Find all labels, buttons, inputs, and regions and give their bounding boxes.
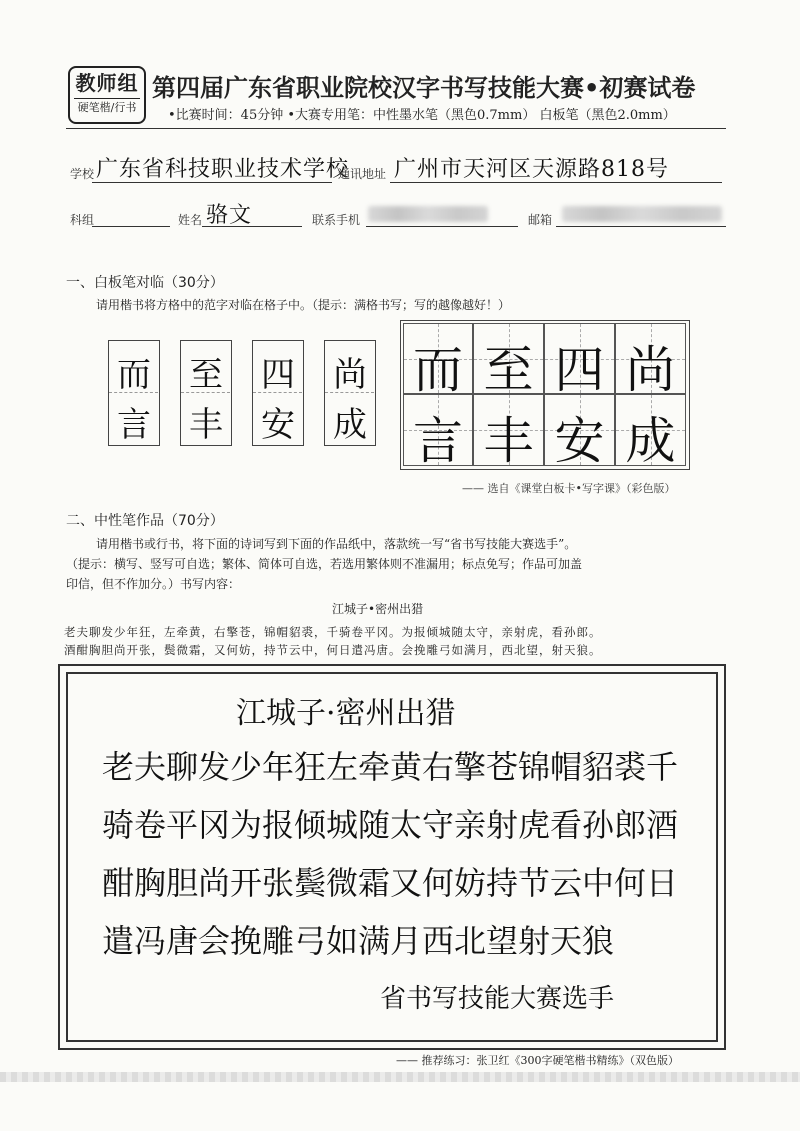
phone-label: 联系手机: [312, 213, 361, 227]
practice-char-top: 尚: [333, 355, 367, 395]
name-label: 姓名: [178, 213, 203, 227]
section2-heading: 二、中性笔作品（70分）: [66, 513, 224, 529]
school-label: 学校: [70, 167, 95, 181]
model-char: 丰: [483, 412, 534, 470]
address-value[interactable]: 广州市天河区天源路818号: [394, 157, 669, 182]
work-line: 酣胸胆尚开张鬓微霜又何妨持节云中何日: [102, 864, 679, 902]
practice-char-top: 至: [189, 355, 223, 395]
poem-line: 老夫聊发少年狂，左牵黄，右擎苍，锦帽貂裘，千骑卷平冈。为报倾城随太守，亲射虎，看孙郎。: [64, 625, 602, 639]
badge-sub-text: 硬笔楷/行书: [74, 98, 140, 117]
model-char-grid: [400, 320, 690, 470]
poem-line: 酒酣胸胆尚开张，鬓微霜，又何妨，持节云中，何日遣冯唐。会挽雕弓如满月，西北望，射天狼。: [64, 643, 602, 657]
phone-redacted: [368, 206, 488, 222]
section1-instruction: 请用楷书将方格中的范字对临在格子中。（提示：满格书写；写的越像越好！）: [96, 298, 511, 312]
practice-char-top: 而: [117, 355, 151, 395]
name-underline: [202, 226, 302, 227]
school-value[interactable]: 广东省科技职业技术学校: [96, 157, 350, 182]
practice-box-2[interactable]: [180, 340, 232, 446]
work-line: 骑卷平冈为报倾城随太守亲射虎看孙郎酒: [102, 806, 679, 844]
group-badge: [68, 66, 146, 124]
model-char: 尚: [625, 341, 676, 399]
school-underline: [92, 182, 332, 183]
phone-underline: [366, 226, 518, 227]
model-credit: —— 选自《课堂白板卡•写字课》（彩色版）: [462, 482, 676, 495]
section2-instruction-line: 印信，但不作加分。）书写内容：: [66, 577, 241, 591]
model-char: 成: [625, 412, 676, 470]
model-char: 安: [554, 412, 605, 470]
email-redacted: [562, 206, 722, 222]
address-underline: [390, 182, 722, 183]
practice-box-4[interactable]: [324, 340, 376, 446]
badge-main-text: 教师组: [75, 71, 139, 95]
header-rule: [66, 128, 726, 129]
recommend-note: —— 推荐练习：张卫红《300字硬笔楷书精练》（双色版）: [396, 1054, 679, 1067]
subject-label: 科组: [70, 213, 95, 227]
subject-underline: [92, 226, 170, 227]
address-label: 通讯地址: [338, 167, 387, 181]
practice-char-bottom: 言: [117, 405, 151, 445]
practice-char-bottom: 丰: [189, 405, 223, 445]
exam-title: 第四届广东省职业院校汉字书写技能大赛•初赛试卷: [152, 74, 696, 102]
email-label: 邮箱: [528, 213, 553, 227]
model-char: 至: [483, 341, 534, 399]
section2-instruction-line: 请用楷书或行书，将下面的诗词写到下面的作品纸中，落款统一写“省书写技能大赛选手”。: [96, 537, 577, 551]
section2-instruction-line: （提示：横写、竖写可自选；繁体、简体可自选，若选用繁体则不准漏用；标点免写；作品可加盖: [66, 557, 583, 571]
practice-box-1[interactable]: [108, 340, 160, 446]
email-underline: [556, 226, 726, 227]
practice-char-bottom: 成: [333, 405, 367, 445]
work-line: 遣冯唐会挽雕弓如满月西北望射天狼: [102, 922, 615, 960]
scan-edge: [0, 1072, 800, 1082]
practice-box-3[interactable]: [252, 340, 304, 446]
practice-char-bottom: 安: [261, 405, 295, 445]
work-title: 江城子·密州出猎: [236, 696, 456, 731]
poem-title: 江城子•密州出猎: [332, 602, 424, 616]
model-char: 言: [413, 412, 463, 470]
model-char: 四: [554, 341, 605, 399]
name-value[interactable]: 骆文: [206, 203, 253, 228]
model-char: 而: [413, 341, 463, 399]
exam-subtitle: •比赛时间：45分钟 •大赛专用笔：中性墨水笔（黑色0.7mm） 白板笔（黑色2.0mm）: [168, 108, 676, 123]
practice-char-top: 四: [261, 355, 295, 395]
section1-heading: 一、白板笔对临（30分）: [66, 275, 224, 291]
work-line: 老夫聊发少年狂左牵黄右擎苍锦帽貂裘千: [102, 748, 679, 786]
work-signature: 省书写技能大赛选手: [380, 984, 615, 1014]
